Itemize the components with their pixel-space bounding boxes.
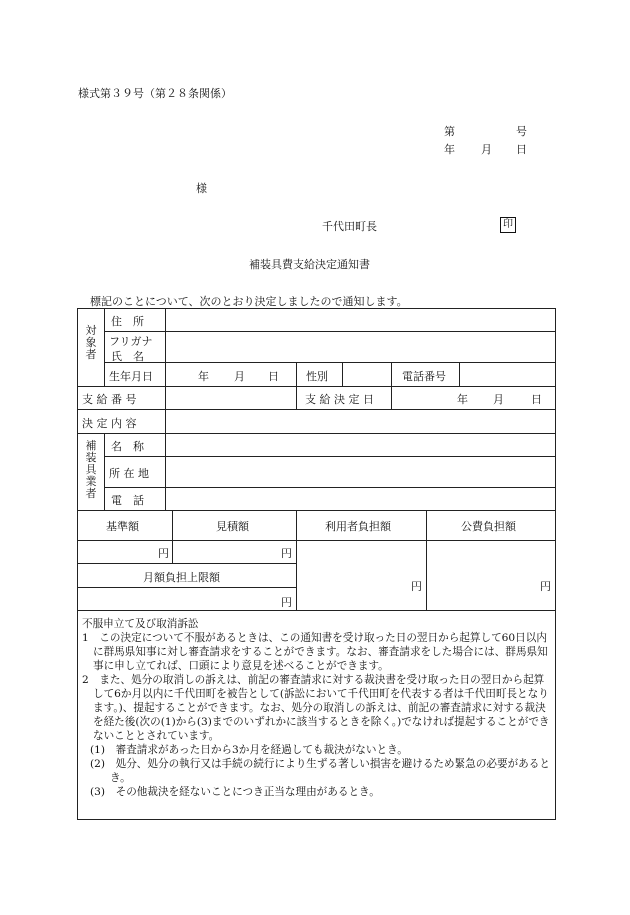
base-amount-yen: 円 — [158, 547, 169, 560]
user-burden-label: 利用者負担額 — [325, 520, 391, 533]
phone-number-label: 電話番号 — [402, 370, 446, 383]
birth-month-label: 月 — [234, 370, 245, 383]
col-divider — [104, 433, 105, 510]
row-divider — [104, 456, 556, 457]
public-burden-label: 公費負担額 — [461, 520, 516, 533]
row-divider — [77, 386, 556, 387]
date-day-label: 日 — [516, 143, 527, 156]
col-divider — [165, 308, 166, 510]
row-divider — [77, 433, 556, 434]
appeal-item-2: 2 また、処分の取消しの訴えは、前記の審査請求に対する裁決書を受け取った日の翌日から起算して6か月以内に千代田町を被告として(訴訟において千代田町を代表する者は千代田町長となります。)、提起することができます。なお、処分の取消しの訴えは、前記の審査請求に対する裁決を経た後(次の(1)から(3)までのいずれかに該当するときを除く。)でなければ提起することができないこととされています。 — [82, 674, 550, 742]
decision-content-label: 決 定 内 容 — [82, 417, 137, 430]
col-divider — [296, 510, 297, 610]
col-divider — [296, 362, 297, 409]
appeal-sub-item-1: (1) 審査請求があった日から3か月を経過しても裁決がないとき。 — [90, 744, 408, 756]
row-divider — [104, 487, 556, 488]
subject-group-label: 対象者 — [85, 324, 97, 361]
doc-number-prefix: 第 — [444, 125, 455, 138]
row-divider — [77, 540, 556, 541]
decision-year-label: 年 — [457, 393, 468, 406]
document-title: 補装具費支給決定通知書 — [249, 258, 370, 271]
birthdate-label: 生年月日 — [109, 370, 153, 383]
appeal-item-1: 1 この決定について不服があるときは、この通知書を受け取った日の翌日から起算して60日以内に群馬県知事に対し審査請求をすることができます。なお、審査請求をした場合には、群馬県知事に申し立てれば、口頭により意見を述べることができます。 — [82, 632, 548, 672]
doc-number-suffix: 号 — [516, 125, 527, 138]
birth-year-label: 年 — [198, 370, 209, 383]
vendor-name-label: 名 称 — [111, 440, 144, 453]
row-divider — [77, 510, 556, 511]
furigana-label: フリガナ — [109, 335, 153, 348]
appeal-sub-item-2: (2) 処分、処分の執行又は手続の続行により生ずる著しい損害を避けるため緊急の必要があるとき。 — [90, 758, 550, 784]
row-divider — [77, 610, 556, 611]
col-divider — [172, 510, 173, 563]
gender-label: 性別 — [306, 370, 328, 383]
base-amount-label: 基準額 — [106, 520, 139, 533]
appeal-heading: 不服申立て及び取消訴訟 — [82, 618, 199, 630]
appeal-sub-item-3: (3) その他裁決を経ないことにつき正当な理由があるとき。 — [90, 786, 380, 798]
col-divider — [104, 308, 105, 386]
monthly-cap-yen: 円 — [281, 596, 292, 609]
col-divider — [342, 362, 343, 386]
date-month-label: 月 — [481, 143, 492, 156]
user-burden-yen: 円 — [411, 580, 422, 593]
decision-day-label: 日 — [531, 393, 542, 406]
form-number: 様式第３９号（第２８条関係） — [78, 87, 232, 100]
row-divider — [77, 409, 556, 410]
appeal-notice — [82, 617, 552, 799]
estimate-label: 見積額 — [216, 520, 249, 533]
row-divider — [77, 563, 296, 564]
issuer-name: 千代田町長 — [322, 220, 377, 233]
vendor-phone-label: 電 話 — [111, 494, 144, 507]
address-label: 住 所 — [111, 315, 144, 328]
decision-date-label: 支 給 決 定 日 — [305, 393, 374, 406]
intro-text: 標記のことについて、次のとおり決定しましたので通知します。 — [90, 295, 408, 308]
col-divider — [391, 362, 392, 409]
recipient-suffix: 様 — [196, 182, 207, 195]
vendor-group-label: 補装具業者 — [85, 439, 97, 500]
row-divider — [104, 362, 556, 363]
decision-month-label: 月 — [493, 393, 504, 406]
row-divider — [77, 587, 296, 588]
vendor-location-label: 所 在 地 — [109, 467, 149, 480]
col-divider — [426, 510, 427, 610]
public-burden-yen: 円 — [540, 580, 551, 593]
row-divider — [104, 331, 556, 332]
date-year-label: 年 — [444, 143, 455, 156]
seal-mark: 印 — [500, 217, 516, 233]
birth-day-label: 日 — [268, 370, 279, 383]
payment-number-label: 支 給 番 号 — [82, 393, 137, 406]
estimate-yen: 円 — [281, 547, 292, 560]
col-divider — [459, 362, 460, 386]
name-label: 氏 名 — [111, 350, 144, 363]
monthly-cap-label: 月額負担上限額 — [143, 571, 220, 584]
